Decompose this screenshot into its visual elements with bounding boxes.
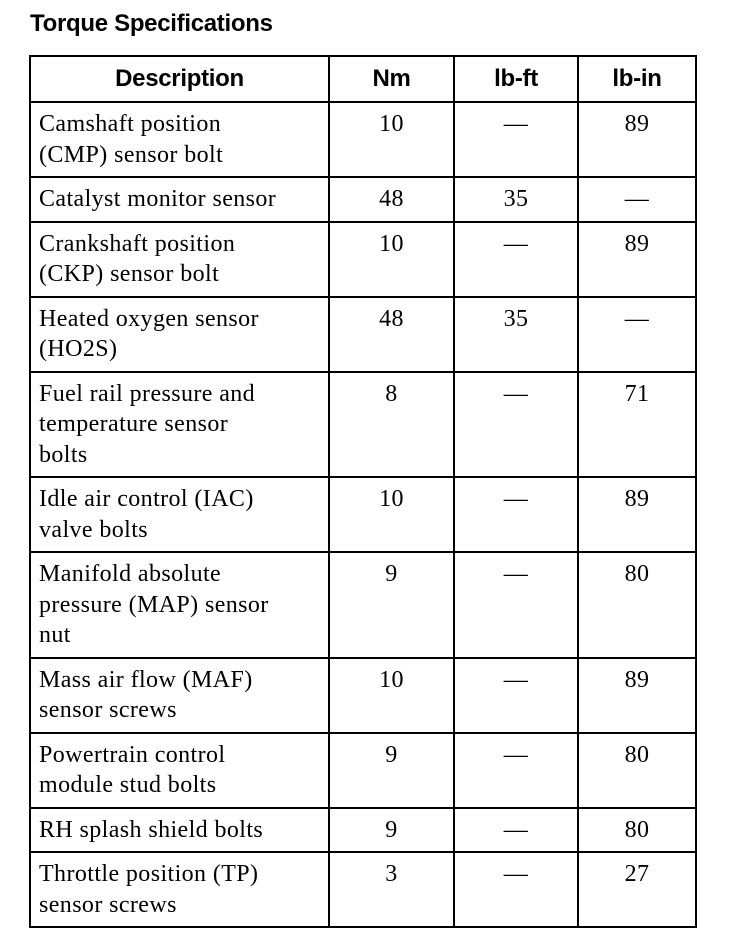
description-line: bolts xyxy=(39,441,88,468)
description-cell xyxy=(30,297,329,372)
lb-ft-cell: — xyxy=(454,552,578,658)
description-line: (CMP) sensor bolt xyxy=(39,141,224,168)
description-cell xyxy=(30,477,329,552)
lb-in-cell: 89 xyxy=(578,102,696,177)
lb-in-cell: 89 xyxy=(578,658,696,733)
description-line: Manifold absolute xyxy=(39,561,222,587)
nm-cell: 3 xyxy=(329,852,454,927)
table-body xyxy=(30,102,696,927)
nm-cell: 9 xyxy=(329,552,454,658)
description-cell xyxy=(30,808,329,853)
nm-cell: 10 xyxy=(329,102,454,177)
description-line: Catalyst monitor sensor xyxy=(39,186,277,212)
description-line: sensor screws xyxy=(39,697,177,723)
description-line: (CKP) sensor bolt xyxy=(39,261,220,287)
description-line: Mass air flow (MAF) xyxy=(39,666,253,693)
column-header-lb-ft: lb-ft xyxy=(454,56,578,102)
lb-in-cell: 71 xyxy=(578,372,696,478)
description-line: Idle air control (IAC) xyxy=(39,486,254,512)
description-line: temperature sensor xyxy=(39,411,229,437)
description-cell xyxy=(30,177,329,222)
nm-cell: 8 xyxy=(329,372,454,478)
description-line: Crankshaft position xyxy=(39,230,236,257)
description-cell xyxy=(30,222,329,297)
description-cell xyxy=(30,552,329,658)
table-row xyxy=(30,477,696,552)
lb-ft-cell: — xyxy=(454,808,578,853)
lb-ft-cell: — xyxy=(454,372,578,478)
lb-ft-cell: — xyxy=(454,852,578,927)
nm-cell: 48 xyxy=(329,177,454,222)
lb-ft-cell: — xyxy=(454,222,578,297)
nm-cell: 48 xyxy=(329,297,454,372)
lb-ft-cell: — xyxy=(454,733,578,808)
description-line: pressure (MAP) sensor xyxy=(39,591,269,618)
lb-in-cell: — xyxy=(578,177,696,222)
description-line: valve bolts xyxy=(39,516,149,543)
lb-in-cell: 80 xyxy=(578,552,696,658)
nm-cell: 9 xyxy=(329,733,454,808)
lb-ft-cell: 35 xyxy=(454,177,578,222)
table-row xyxy=(30,658,696,733)
table-header-row xyxy=(30,56,696,102)
lb-in-cell: — xyxy=(578,297,696,372)
lb-ft-cell: 35 xyxy=(454,297,578,372)
table-row xyxy=(30,733,696,808)
table-row xyxy=(30,177,696,222)
lb-ft-cell: — xyxy=(454,658,578,733)
column-header-nm: Nm xyxy=(329,56,454,102)
lb-ft-cell: — xyxy=(454,477,578,552)
description-line: RH splash shield bolts xyxy=(39,816,264,843)
description-line: module stud bolts xyxy=(39,772,217,798)
table-row xyxy=(30,102,696,177)
description-cell xyxy=(30,852,329,927)
lb-in-cell: 80 xyxy=(578,733,696,808)
description-line: Powertrain control xyxy=(39,741,226,768)
column-header-description: Description xyxy=(30,56,329,102)
lb-ft-cell: — xyxy=(454,102,578,177)
torque-spec-table xyxy=(29,55,697,928)
description-line: Throttle position (TP) xyxy=(39,861,259,887)
description-line: Heated oxygen sensor xyxy=(39,305,259,332)
nm-cell: 10 xyxy=(329,477,454,552)
table-row xyxy=(30,372,696,478)
table-row xyxy=(30,297,696,372)
table-row xyxy=(30,222,696,297)
table-row xyxy=(30,552,696,658)
column-header-lb-in: lb-in xyxy=(578,56,696,102)
description-line: Camshaft position xyxy=(39,111,222,137)
table-row xyxy=(30,852,696,927)
description-line: sensor screws xyxy=(39,891,177,918)
description-cell xyxy=(30,102,329,177)
description-line: (HO2S) xyxy=(39,336,118,362)
nm-cell: 9 xyxy=(329,808,454,853)
lb-in-cell: 27 xyxy=(578,852,696,927)
nm-cell: 10 xyxy=(329,222,454,297)
lb-in-cell: 89 xyxy=(578,477,696,552)
description-line: nut xyxy=(39,622,71,648)
table-row xyxy=(30,808,696,853)
description-cell xyxy=(30,733,329,808)
description-line: Fuel rail pressure and xyxy=(39,380,256,407)
nm-cell: 10 xyxy=(329,658,454,733)
description-cell xyxy=(30,658,329,733)
lb-in-cell: 80 xyxy=(578,808,696,853)
description-cell xyxy=(30,372,329,478)
page-title: Torque Specifications xyxy=(30,10,273,37)
lb-in-cell: 89 xyxy=(578,222,696,297)
